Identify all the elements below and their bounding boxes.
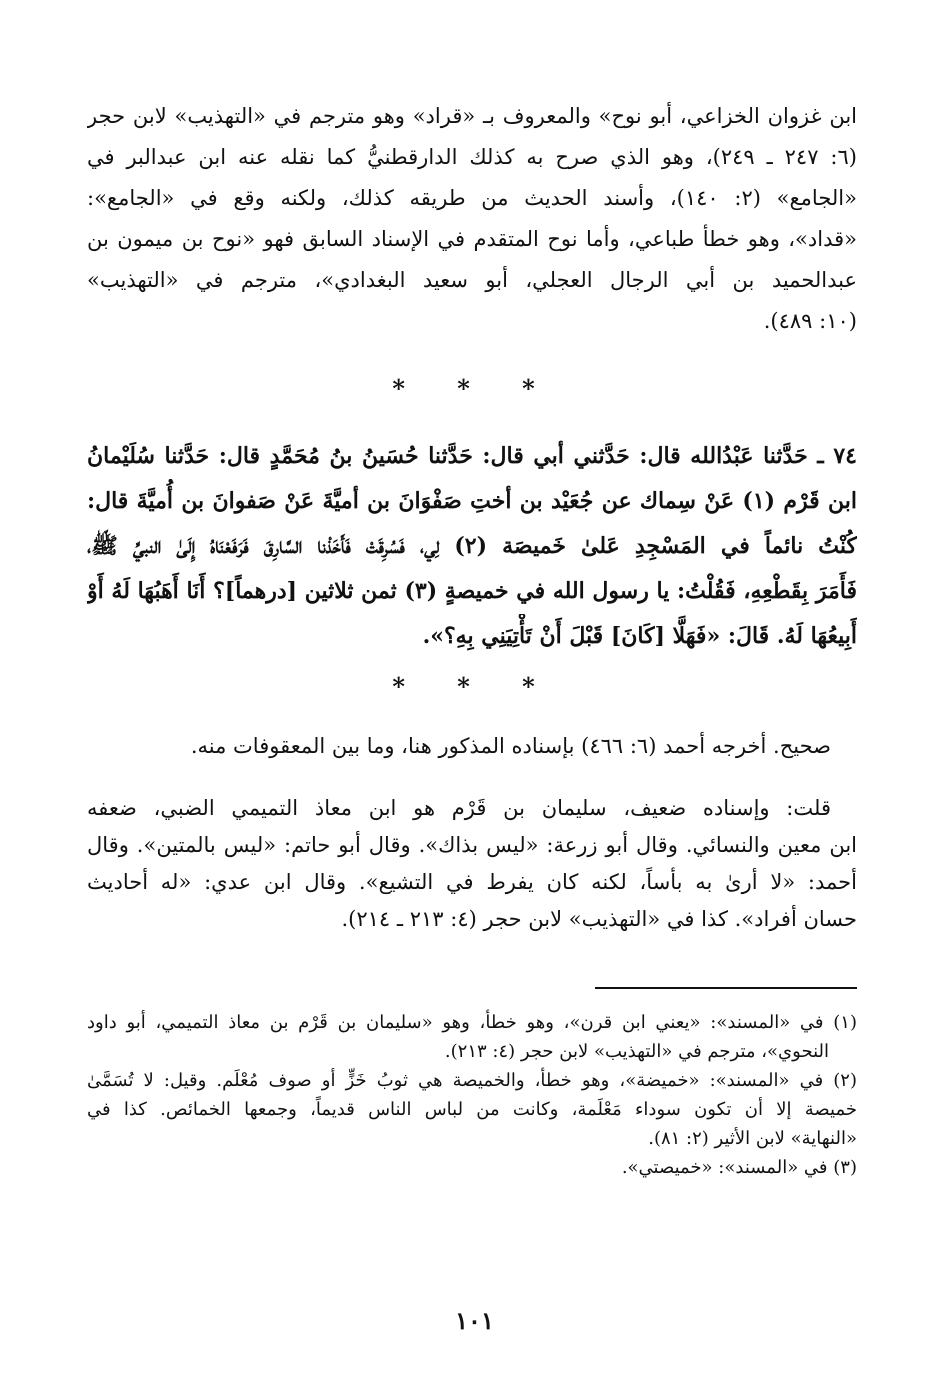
intro-line: ابن غزوان الخزاعي، أبو نوح» والمعروف بـ «قراد» وهو مترجم في «التهذيب» لابن حجر xyxy=(87,104,857,128)
hadith-line: كُنْتُ نائماً في المَسْجِدِ عَلىٰ خَميصَة (٢) لِي، فَسُرِقَتْ فَأَخَذْنا السَّارِقَ فَرَفَعْنَاهُ إِلَىٰ النبيِّ ﷺ، xyxy=(87,533,857,559)
footnote-line: النحوي»، مترجم في «التهذيب» لابن حجر (٤: ٢١٣). xyxy=(444,1041,829,1062)
footnote-line: (٢) في «المسند»: «خميضة»، وهو خطأ، والخميصة هي ثوبُ خَزٍّ أو صوف مُعْلَم. وقيل: لا تُسَمَّىٰ xyxy=(87,1070,857,1091)
hadith-line: فَأَمَرَ بِقَطْعِهِ، فَقُلْتُ: يا رسول الله في خميصةٍ (٣) ثمن ثلاثين [درهماً]؟ أَنَا أَهَبُهَا لَهُ أَوْ xyxy=(87,578,857,604)
commentary-line: حسان أفراد». كذا في «التهذيب» لابن حجر (٤: ٢١٣ ـ ٢١٤). xyxy=(341,907,857,931)
intro-line: عبدالحميد بن أبي الرجال العجلي، أبو سعيد البغدادي»، مترجم في «التهذيب» xyxy=(87,268,857,292)
footnote-divider xyxy=(595,987,857,989)
intro-line: (٦: ٢٤٧ ـ ٢٤٩)، وهو الذي صرح به كذلك الدارقطنيُّ كما نقله عنه ابن عبدالبر في xyxy=(87,145,857,169)
intro-line: «الجامع» (٢: ١٤٠)، وأسند الحديث من طريقه كذلك، ولكنه وقع في «الجامع»: xyxy=(87,186,857,210)
footnote-line: (٣) في «المسند»: «خميصتي». xyxy=(621,1157,857,1178)
commentary-line: ابن معين والنسائي. وقال أبو زرعة: «ليس بذاك». وقال أبو حاتم: «ليس بالمتين». وقال xyxy=(87,833,857,857)
footnote-line: (١) في «المسند»: «يعني ابن قرن»، وهو خطأ، وهو «سليمان بن قَرْم بن معاذ التميمي، أبو داود xyxy=(87,1012,857,1033)
hadith-line: ٧٤ ـ حَدَّثنا عَبْدُالله قال: حَدَّثني أبي قال: حَدَّثنا حُسَينُ بنُ مُحَمَّدٍ قال: حَدَّثنا سُلَيْمانُ xyxy=(87,443,857,469)
intro-line: (١٠: ٤٨٩). xyxy=(763,309,857,333)
footnote-line: خميصة إلا أن تكون سوداء مَعْلَمة، وكانت من لباس الناس قديماً، وجمعها الخمائص. كذا في xyxy=(87,1099,857,1120)
verdict-paragraph xyxy=(87,728,857,764)
hadith-line: أَبِيعُهَا لَهُ. قَالَ: «فَهَلَّا [كَانَ] قَبْلَ أَنْ تَأْتِيَنِي بِهِ؟». xyxy=(422,623,857,649)
commentary-line: قلت: وإسناده ضعيف، سليمان بن قَرْم هو ابن معاذ التميمي الضبي، ضعفه xyxy=(87,796,831,820)
hadith-line: ابن قَرْم (١) عَنْ سِماك عن جُعَيْد بن أختِ صَفْوَانَ بن أميَّةَ عَنْ صَفوانَ بن أُميَّةَ قال: xyxy=(87,488,857,514)
commentary-line: أحمد: «لا أرىٰ به بأساً، لكنه كان يفرط في التشيع». وقال ابن عدي: «له أحاديث xyxy=(87,870,857,894)
section-separator: * * * xyxy=(392,672,557,701)
footnotes xyxy=(87,1008,857,1182)
hadith-text xyxy=(87,434,857,659)
section-separator: * * * xyxy=(392,374,557,403)
footnote-line: «النهاية» لابن الأثير (٢: ٨١). xyxy=(648,1128,857,1149)
commentary-paragraph xyxy=(87,790,857,938)
page-number: ١٠١ xyxy=(455,1306,494,1335)
intro-paragraph xyxy=(87,96,857,342)
verdict-line: صحيح. أخرجه أحمد (٦: ٤٦٦) بإسناده المذكور هنا، وما بين المعقوفات منه. xyxy=(190,734,831,758)
intro-line: «قداد»، وهو خطأ طباعي، وأما نوح المتقدم في الإسناد السابق فهو «نوح بن ميمون بن xyxy=(87,227,857,251)
